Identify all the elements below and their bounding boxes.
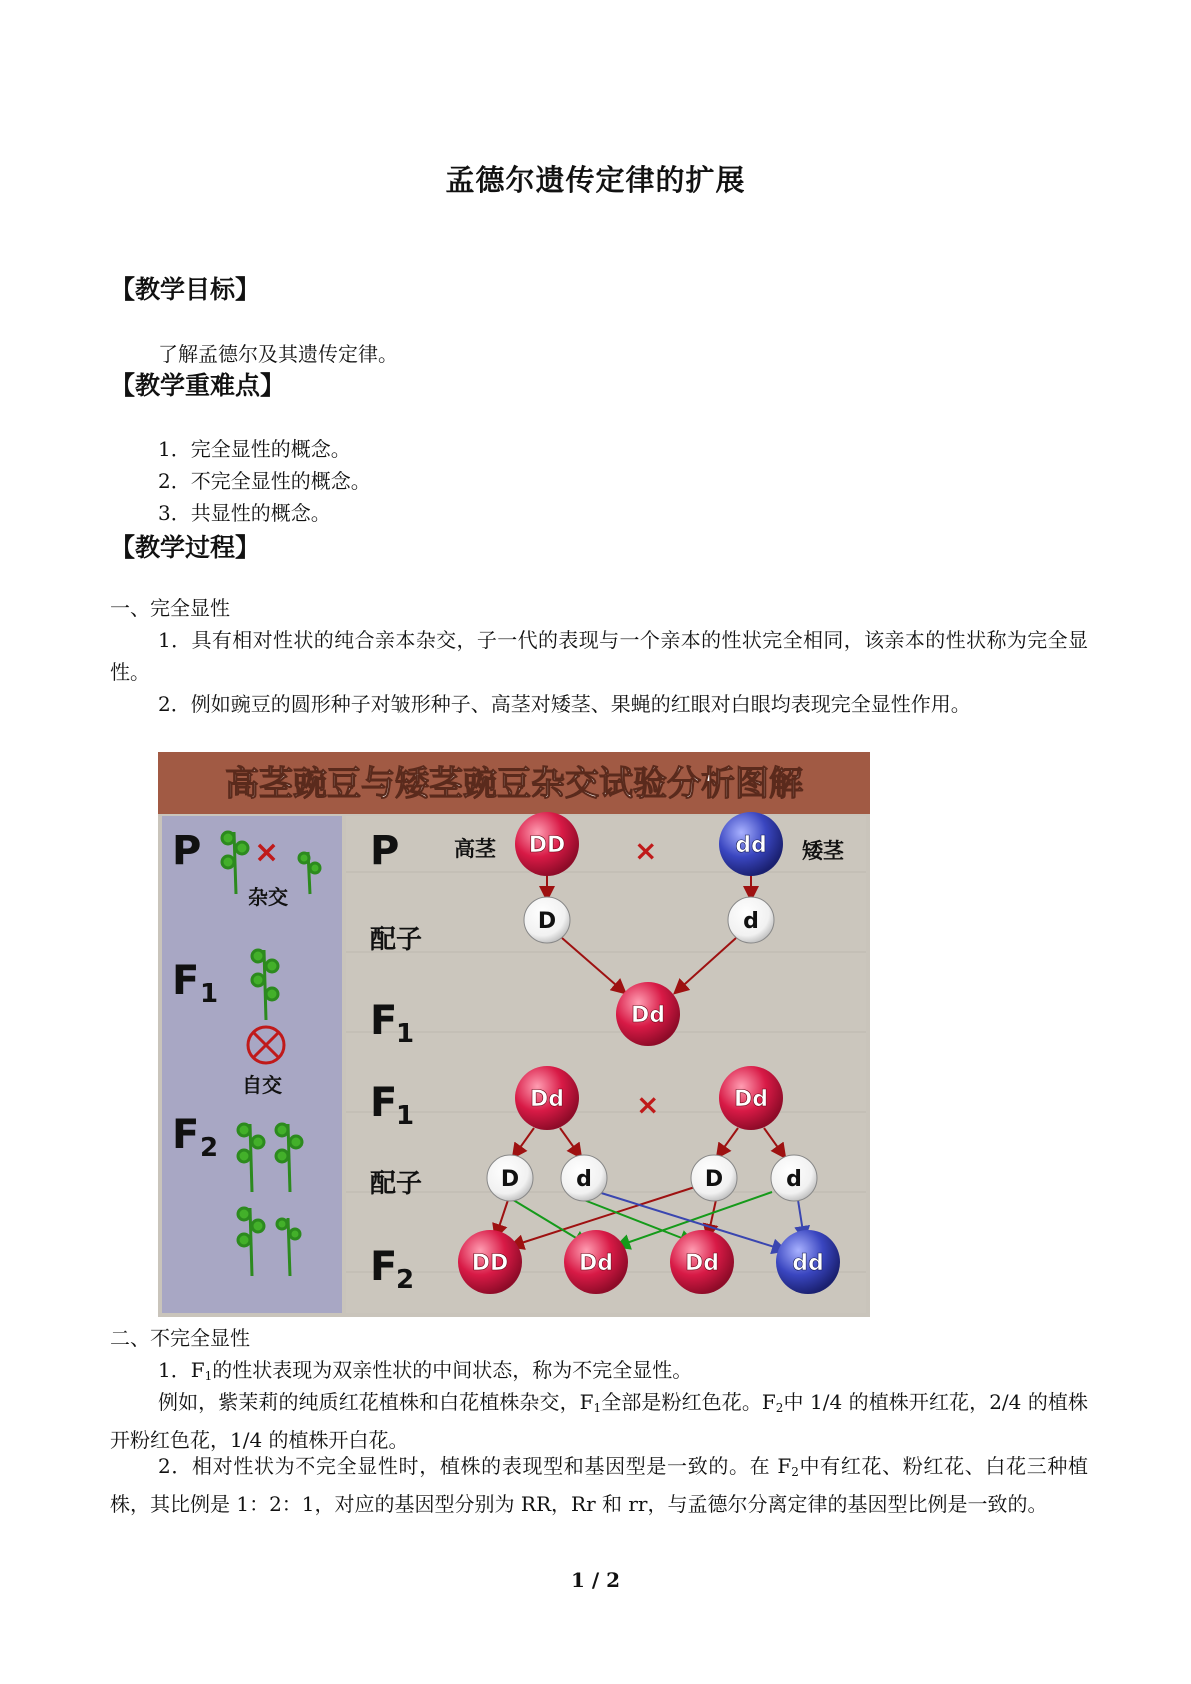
left-f1-label: F (172, 958, 200, 1004)
left-f2-sub: 2 (200, 1133, 219, 1163)
left-cross-mark: × (254, 835, 280, 870)
f1-label-2: F (370, 1080, 398, 1126)
gamete-d-label: d (743, 909, 759, 934)
gamete-label-1: 配子 (370, 925, 423, 955)
f1-Dd-label: Dd (630, 1003, 666, 1028)
f2-sub: 2 (396, 1265, 415, 1295)
f2-label: F (370, 1244, 398, 1290)
left-self-label: 自交 (242, 1073, 282, 1097)
f1-parent-Dd-label: Dd (733, 1087, 769, 1112)
gamete-label-2: 配子 (370, 1169, 423, 1199)
parent-DD-label: DD (528, 833, 566, 858)
f1-gamete-d-label: d (576, 1167, 592, 1192)
part2-paragraph-3: 2．相对性状为不完全显性时，植株的表现型和基因型是一致的。在 $F_2$中有红花、粉红花、白花三种植株，其比例是 1：2：1，对应的基因型分别为 RR，Rr 和 rr，与孟德尔分离定律的基因型比例是一致的。 (110, 1454, 1089, 1516)
f1-sub-2: 1 (396, 1101, 415, 1131)
f1-gamete-D-label: D (704, 1167, 724, 1192)
parent-dd-label: dd (735, 833, 767, 858)
keypoint-item: 3．共显性的概念。 (158, 501, 331, 525)
part1-title: 一、完全显性 (110, 596, 230, 620)
left-f2-label: F (172, 1112, 200, 1158)
keypoint-item: 1．完全显性的概念。 (158, 437, 351, 461)
left-cross-label: 杂交 (248, 885, 288, 909)
part2-paragraph-1: 1．$F_1$的性状表现为双亲性状的中间状态，称为不完全显性。 (158, 1358, 693, 1383)
gamete-D-label: D (537, 909, 557, 934)
pea-cross-figure (158, 752, 870, 1317)
page-number: 1 / 2 (570, 1568, 621, 1592)
f1-label-1: F (370, 998, 398, 1044)
part2-title: 二、不完全显性 (110, 1326, 250, 1350)
f1-cross-mark: × (636, 1088, 660, 1121)
tall-label: 高茎 (454, 837, 496, 861)
f2-DD-label: DD (471, 1251, 509, 1276)
f1-parent-Dd-label: Dd (529, 1087, 565, 1112)
short-label: 矮茎 (802, 839, 844, 863)
left-f1-sub: 1 (200, 979, 219, 1009)
f1-gamete-D-label: D (500, 1167, 520, 1192)
objectives-heading: 【教学目标】 (110, 275, 261, 304)
parent-cross-mark: × (634, 834, 658, 867)
page-title: 孟德尔遗传定律的扩展 (445, 163, 746, 197)
process-heading: 【教学过程】 (110, 533, 261, 562)
figure-title: 高茎豌豆与矮茎豌豆杂交试验分析图解 (225, 764, 803, 804)
part2-paragraph-2: 例如，紫茉莉的纯质红花植株和白花植株杂交，$F_1$全部是粉红色花。$F_2$中 1/4 的植株开红花，2/4 的植株开粉红色花，1/4 的植株开白花。 (110, 1390, 1088, 1452)
keypoint-item: 2．不完全显性的概念。 (158, 469, 371, 493)
part1-paragraph-2: 2．例如豌豆的圆形种子对皱形种子、高茎对矮茎、果蝇的红眼对白眼均表现完全显性作用。 (158, 692, 971, 716)
f1-sub-1: 1 (396, 1019, 415, 1049)
f2-Dd-label: Dd (578, 1251, 614, 1276)
f2-Dd-label: Dd (684, 1251, 720, 1276)
left-p-label: P (172, 828, 202, 874)
part1-paragraph-1: 1．具有相对性状的纯合亲本杂交，子一代的表现与一个亲本的性状完全相同，该亲本的性状称为完全显性。 (110, 628, 1088, 684)
keypoints-heading: 【教学重难点】 (110, 371, 286, 400)
f1-gamete-d-label: d (786, 1167, 802, 1192)
f2-dd-label: dd (792, 1251, 824, 1276)
objectives-text: 了解孟德尔及其遗传定律。 (158, 342, 398, 366)
right-p-label: P (370, 828, 400, 874)
